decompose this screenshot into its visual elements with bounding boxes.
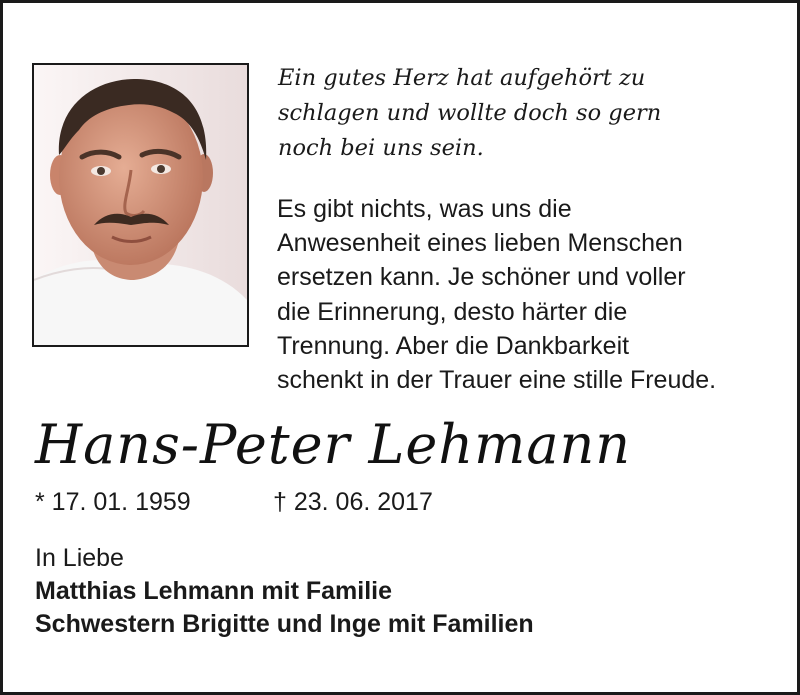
quote-line: Anwesenheit eines lieben Menschen xyxy=(277,229,683,258)
portrait-icon xyxy=(34,65,247,345)
quote-text xyxy=(277,192,787,397)
poem-line: noch bei uns sein. xyxy=(278,135,484,161)
life-dates xyxy=(35,487,433,517)
birth-date: * 17. 01. 1959 xyxy=(35,488,191,516)
poem-line: Ein gutes Herz hat aufgehört zu xyxy=(278,65,646,91)
death-date: † 23. 06. 2017 xyxy=(273,488,433,516)
mourner-line: Matthias Lehmann mit Familie xyxy=(35,577,393,605)
portrait-photo xyxy=(32,63,249,347)
poem-text xyxy=(278,61,778,166)
deceased-name: Hans-Peter Lehmann xyxy=(35,413,632,476)
closing-block xyxy=(35,542,534,641)
mourner-line: Schwestern Brigitte und Inge mit Familien xyxy=(35,610,534,638)
quote-line: Trennung. Aber die Dankbarkeit xyxy=(277,331,630,360)
quote-line: ersetzen kann. Je schöner und voller xyxy=(277,263,686,292)
quote-line: schenkt in der Trauer eine stille Freude. xyxy=(277,366,717,395)
closing-intro: In Liebe xyxy=(35,544,124,572)
poem-line: schlagen und wollte doch so gern xyxy=(278,100,662,126)
quote-line: die Erinnerung, desto härter die xyxy=(277,297,628,326)
quote-line: Es gibt nichts, was uns die xyxy=(277,195,572,223)
